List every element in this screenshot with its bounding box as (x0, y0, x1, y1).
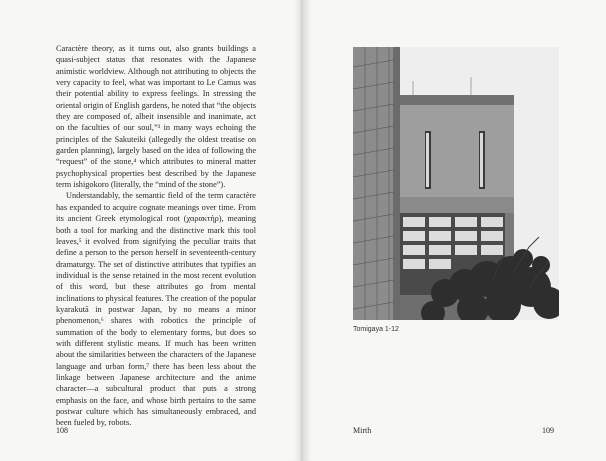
paragraph-1: Caractère theory, as it turns out, also grants buildings a quasi-subject status that resonates with the Japanese animistic worldview. Although not attributing to objects the very capacity to feel, what was important to Le Camus was their potential ability to express feelings. In stressing the oriental origin of English gardens, he noted that “the objects they are composed of, albeit insensible and inanimate, act on the faculties of our soul,”³ in many ways echoing the principles of the Sakuteiki (allegedly the oldest treatise on garden planning), largely based on the idea of following the “request” of the stone,⁴ which attributes to mineral matter psychophysical properties best described by the Japanese term ishigokoro (literally, the “mind of the stone”). (56, 44, 256, 190)
photo-caption: Tomigaya 1-12 (353, 326, 399, 333)
body-text (56, 43, 256, 429)
running-head: Mirth (353, 426, 372, 435)
right-page (305, 0, 606, 461)
paragraph-2: Understandably, the semantic field of the term caractère has expanded to acquire cognate meanings over time. From its ancient Greek etymological root (χαρακτήρ), meaning both a tool for marking and the distinctive mark this tool leaves,⁵ it evolved from signifying the peculiar traits that define a person to the person herself in seventeenth-century dramaturgy. The set of distinctive attributes that typifies an individual is the sense retained in the most recent evolution of this word, but these attributes go from mental inclinations to physical features. The creation of the popular kyarakutā in postwar Japan, by no means a minor phenomenon,⁶ shares with robotics the principle of summation of the body to elementary forms, but does so with different stylistic means. If much has been written about the similarities between the characters of the Japanese language and urban form,⁷ there has been less about the linkage between Japanese architecture and the anime character—a subcultural product that puts a strong emphasis on the face, and whose birth pertains to the same postwar culture which has simultaneously embraced, and been fueled by, robots. (56, 191, 256, 428)
building-photo-illustration (353, 47, 559, 320)
page-number-left: 108 (56, 426, 68, 435)
building-photo (353, 47, 559, 320)
page-number-right: 109 (542, 426, 554, 435)
left-page (0, 0, 301, 461)
book-gutter (301, 0, 305, 461)
